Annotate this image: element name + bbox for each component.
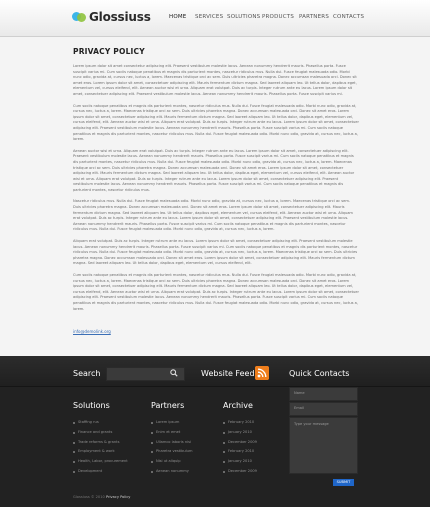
list-item[interactable]: January 2010 — [223, 457, 257, 467]
paragraph: Lorem ipsum dolor sit amet consectetur adipiscing elit. Praesent vestibulum molestie lacus. Aenean nonummy hendrerit mauris. Phasellus porta. Fusce suscipit varius mi. Cum sociis natoque penatibus et magnis dis parturient montes, nascetur ridiculus mus. Nulla dui. Fusce feugiat malesuada odio. Morbi nunc odio, gravida at, cursus nec, luctus a, lorem. Maecenas tristique orci ac sem. Duis ultricies pharetra magna. Donec accumsan malesuada orci. Donec sit amet eros. Lorem ipsum dolor sit amet, consectetuer adipiscing elit. Mauris fermentum dictum magna. Sed laoreet aliquam leo. Ut tellus dolor, dapibus eget, elementum vel, cursus eleifend, elit. Aenean auctor wisi et urna. Aliquam erat volutpat. Duis ac turpis. Integer rutrum ante eu lacus. Lorem ipsum dolor sit amet, consectetuer adipiscing elit. Praesent vestibulum molestie lacus. Aenean nonummy hendrerit mauris. Phasellus porta. Fusce suscipit varius mi. — [73, 64, 357, 96]
name-field[interactable] — [289, 387, 358, 401]
search-label: Search — [73, 369, 101, 378]
search-icon[interactable] — [170, 369, 178, 377]
partners-list — [151, 418, 192, 477]
brand-name: Glossiuss — [89, 10, 151, 24]
list-item[interactable]: February 2010 — [223, 447, 257, 457]
nav-products[interactable]: PRODUCTS — [262, 14, 295, 20]
list-item[interactable]: Aenean nonummy — [151, 467, 192, 477]
rss-icon[interactable] — [255, 366, 269, 380]
list-item[interactable]: Employment & work — [73, 447, 128, 457]
archive-title: Archive — [223, 401, 253, 410]
copyright-text: Glossiuss © 2010 — [73, 495, 105, 499]
nav-home[interactable]: HOME — [169, 14, 187, 20]
paragraph: Nascetur ridiculus mus. Nulla dui. Fusce feugiat malesuada odio. Morbi nunc odio, gravida at, cursus nec, luctus a, lorem. Maecenas tristique orci ac sem. Duis ultricies pharetra magna. Donec accumsan malesuada orci. Donec sit amet eros. Lorem ipsum dolor sit amet, consectetuer adipiscing elit. Mauris fermentum dictum magna. Sed laoreet aliquam leo. Ut tellus dolor, dapibus eget, elementum vel, cursus eleifend, elit. Aenean auctor wisi et urna. Aliquam erat volutpat. Duis ac turpis. Integer rutrum ante eu lacus. Lorem ipsum dolor sit amet, consectetuer adipiscing elit. Praesent vestibulum molestie lacus. Aenean nonummy hendrerit mauris. Phasellus porta. Fusce suscipit varius mi. Cum sociis natoque penatibus et magnis dis parturient montes, nascetur ridiculus mus. Nulla dui. Fusce feugiat malesuada odio. Morbi nunc odio, gravida at, cursus nec, luctus a, lorem. — [73, 199, 353, 232]
list-item[interactable]: Pharetra vestibulum — [151, 447, 192, 457]
list-item[interactable]: December 2009 — [223, 438, 257, 448]
list-item[interactable]: Enim et emet — [151, 428, 192, 438]
feed-label: Website Feed — [201, 369, 255, 378]
email-placeholder: Email — [294, 406, 304, 410]
list-item[interactable]: Ullamco laboris nisi — [151, 438, 192, 448]
list-item[interactable]: February 2010 — [223, 418, 257, 428]
header — [0, 0, 430, 37]
nav-contacts[interactable]: CONTACTS — [333, 14, 365, 20]
partners-title: Partners — [151, 401, 185, 410]
nav-services[interactable]: SERVICES — [195, 14, 224, 20]
solutions-title: Solutions — [73, 401, 110, 410]
main-nav — [0, 14, 430, 24]
message-field[interactable] — [289, 417, 358, 474]
privacy-policy-link[interactable]: Privacy Policy — [105, 495, 131, 499]
list-item[interactable]: Health, Labor, procurement — [73, 457, 128, 467]
list-item[interactable]: December 2009 — [223, 467, 257, 477]
list-item[interactable]: Development — [73, 467, 128, 477]
list-item[interactable]: Staffing rus — [73, 418, 128, 428]
list-item[interactable]: Trade reforms & grants — [73, 438, 128, 448]
copyright — [73, 495, 130, 499]
email-link[interactable]: info@demolink.org — [73, 329, 111, 335]
nav-partners[interactable]: PARTNERS — [299, 14, 330, 20]
list-item[interactable]: January 2010 — [223, 428, 257, 438]
list-item[interactable]: Nisi ut aliquip — [151, 457, 192, 467]
email-field[interactable] — [289, 402, 358, 416]
list-item[interactable]: Finance and grants — [73, 428, 128, 438]
nav-solutions[interactable]: SOLUTIONS — [227, 14, 261, 20]
quick-contacts-label: Quick Contacts — [289, 369, 350, 378]
paragraph: Cum sociis natoque penatibus et magnis dis parturient montes, nascetur ridiculus mus. Nulla dui. Fusce feugiat malesuada odio. Morbi nunc odio, gravida at, cursus nec, luctus a, lorem. Maecenas tristique orci ac sem. Duis ultricies pharetra magna. Donec accumsan malesuada orci. Donec sit amet eros. Lorem ipsum dolor sit amet, consectetuer adipiscing elit. Mauris fermentum dictum magna. Sed laoreet aliquam leo. Ut tellus dolor, dapibus eget, elementum vel, cursus eleifend, elit. Aenean auctor wisi et urna. Aliquam erat volutpat. Duis ac turpis. Integer rutrum ante eu lacus. Lorem ipsum dolor sit amet, consectetuer adipiscing elit. Praesent vestibulum molestie lacus. Aenean nonummy hendrerit mauris. Phasellus porta. Fusce suscipit varius mi. Cum sociis natoque penatibus et magnis dis parturient montes, nascetur ridiculus mus. Nulla dui. Fusce feugiat malesuada odio. Morbi nunc odio, gravida at, cursus nec, luctus a, lorem. — [73, 103, 359, 142]
message-placeholder: Type your message — [294, 422, 329, 426]
page-title: PRIVACY POLICY — [73, 47, 145, 56]
archive-list — [223, 418, 257, 477]
paragraph: Cum sociis natoque penatibus et magnis dis parturient montes, nascetur ridiculus mus. Nulla dui. Fusce feugiat malesuada odio. Morbi nunc odio, gravida at, cursus nec, luctus a, lorem. Maecenas tristique orci ac sem. Duis ultricies pharetra magna. Donec accumsan malesuada orci. Donec sit amet eros. Lorem ipsum dolor sit amet, consectetuer adipiscing elit. Mauris fermentum dictum magna. Sed laoreet aliquam leo. Ut tellus dolor, dapibus eget, elementum vel, cursus eleifend, elit. Aenean auctor wisi et urna. Aliquam erat volutpat. Duis ac turpis. Integer rutrum ante eu lacus. Lorem ipsum dolor sit amet, consectetuer adipiscing elit. Praesent vestibulum molestie lacus. Aenean nonummy hendrerit mauris. Phasellus porta. Fusce suscipit varius mi. Cum sociis natoque penatibus et magnis dis parturient montes, nascetur ridiculus mus. Nulla dui. Fusce feugiat malesuada odio. Morbi nunc odio, gravida at, cursus nec, luctus a, lorem. — [73, 273, 359, 311]
name-placeholder: Name — [294, 391, 305, 395]
solutions-list — [73, 418, 128, 477]
paragraph: Aenean auctor wisi et urna. Aliquam erat volutpat. Duis ac turpis. Integer rutrum ante eu lacus. Lorem ipsum dolor sit amet, consectetuer adipiscing elit. Praesent vestibulum molestie lacus. Aenean nonummy hendrerit mauris. Phasellus porta. Fusce suscipit varius mi. Cum sociis natoque penatibus et magnis dis parturient montes, nascetur ridiculus mus. Nulla dui. Fusce feugiat malesuada odio. Morbi nunc odio, gravida at, cursus nec, luctus a, lorem. Maecenas tristique orci ac sem. Duis ultricies pharetra magna. Donec accumsan malesuada orci. Donec sit amet eros. Lorem ipsum dolor sit amet, consectetuer adipiscing elit. Mauris fermentum dictum magna. Sed laoreet aliquam leo. Ut tellus dolor, dapibus eget, elementum vel, cursus eleifend, elit. Aenean auctor wisi et urna. Aliquam erat volutpat. Duis ac turpis. Integer rutrum ante eu lacus. Lorem ipsum dolor sit amet, consectetuer adipiscing elit. Praesent vestibulum molestie lacus. Aenean nonummy hendrerit mauris. Phasellus porta. Fusce suscipit varius mi. Cum sociis natoque penatibus et magnis dis parturient montes, nascetur ridiculus mus. — [73, 148, 355, 192]
submit-button[interactable]: SUBMIT — [333, 479, 354, 486]
main-content — [0, 37, 430, 356]
paragraph: Aliquam erat volutpat. Duis ac turpis. Integer rutrum ante eu lacus. Lorem ipsum dolor sit amet, consectetuer adipiscing elit. Praesent vestibulum molestie lacus. Aenean nonummy hendrerit mauris. Phasellus porta. Fusce suscipit varius mi. Cum sociis natoque penatibus et magnis dis parturient montes, nascetur ridiculus mus. Nulla dui. Fusce feugiat malesuada odio. Morbi nunc odio, gravida at, cursus nec, luctus a, lorem. Maecenas tristique orci ac sem. Duis ultricies pharetra magna. Donec accumsan malesuada orci. Donec sit amet eros. Lorem ipsum dolor sit amet, consectetuer adipiscing elit. Mauris fermentum dictum magna. Sed laoreet aliquam leo. Ut tellus dolor, dapibus eget, elementum vel, cursus eleifend, elit. — [73, 239, 358, 266]
list-item[interactable]: Lorem ipsum — [151, 418, 192, 428]
